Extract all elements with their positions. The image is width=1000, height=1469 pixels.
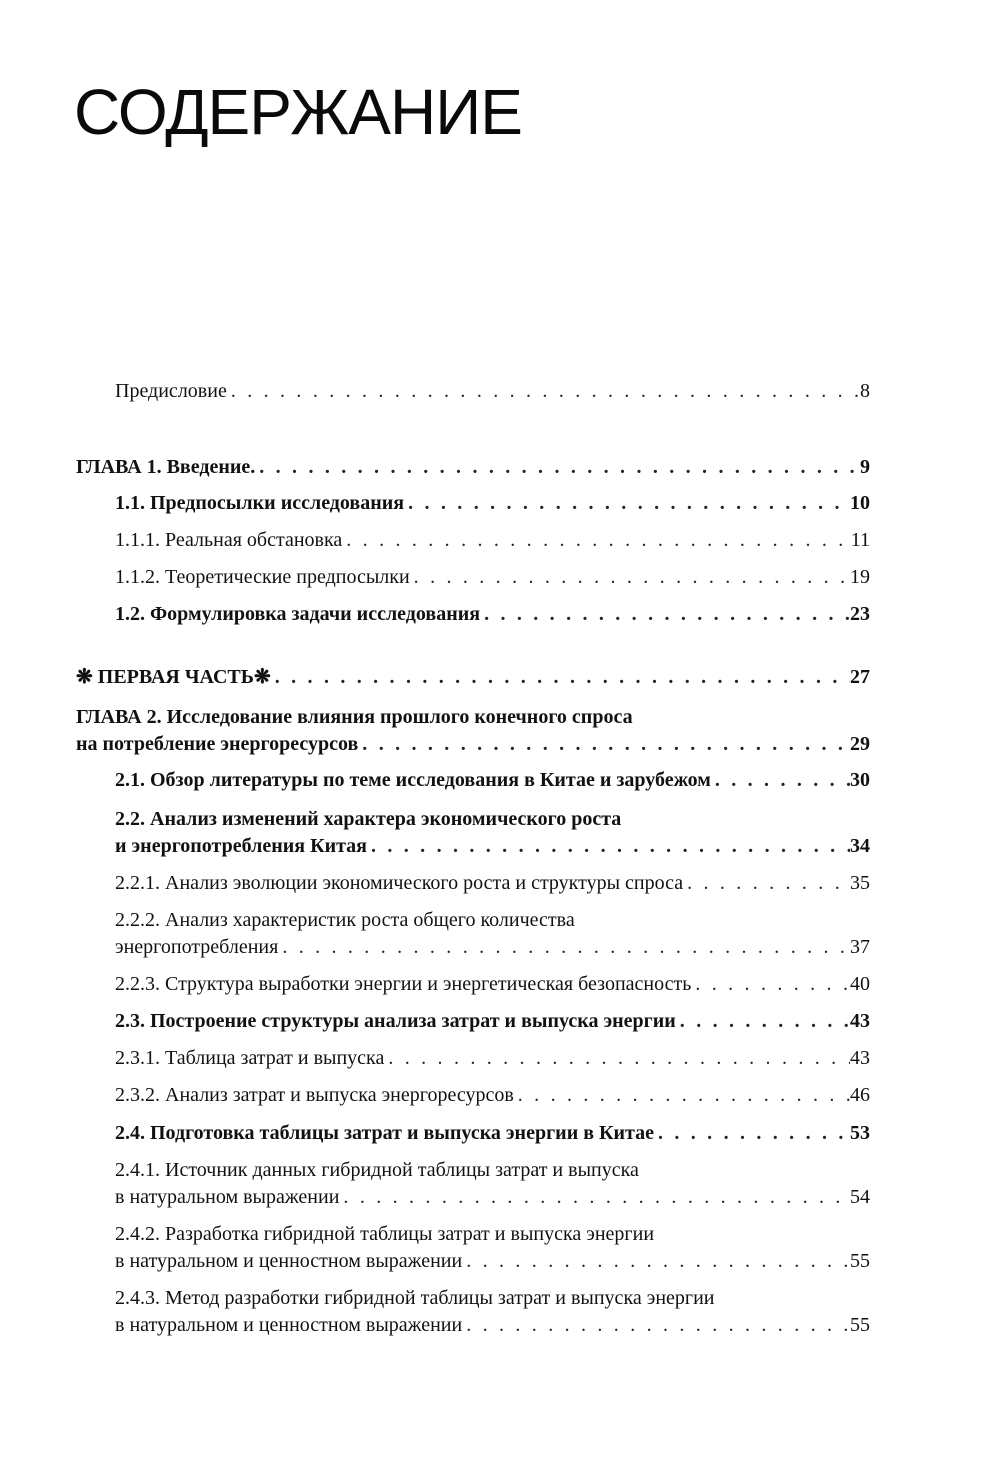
dot-leader: [358, 731, 850, 758]
toc-label-line-2: на потребление энергоресурсов: [76, 733, 359, 755]
toc-page-number: 43: [850, 1010, 870, 1032]
dot-leader: [367, 833, 850, 860]
dot-leader: [271, 664, 850, 691]
toc-label-line-1: 2.4.3. Метод разработки гибридной таблицы затрат и выпуска энергии: [115, 1287, 715, 1309]
toc-entry-section-2-2-1[interactable]: [115, 870, 870, 897]
dot-leader: [342, 527, 850, 554]
dot-leader: [410, 564, 850, 591]
toc-label: 1.1. Предпосылки исследования: [115, 492, 405, 514]
toc-label: 2.3. Построение структуры анализа затрат и выпуска энергии: [115, 1010, 676, 1032]
toc-entry-section-2-3-1[interactable]: [115, 1045, 870, 1072]
toc-label: ГЛАВА 1. Введение.: [76, 456, 256, 478]
dot-leader: [339, 1184, 850, 1211]
toc-page-number: 11: [850, 529, 870, 551]
toc-label-line-1: 2.4.2. Разработка гибридной таблицы затрат и выпуска энергии: [115, 1223, 655, 1245]
dot-leader: [462, 1312, 850, 1339]
toc-page-number: 34: [850, 835, 870, 857]
toc-page-number: 30: [850, 769, 870, 791]
toc-page-number: 43: [850, 1047, 870, 1069]
toc-label: [76, 664, 271, 691]
toc-entry-section-2-4-2[interactable]: [115, 1221, 870, 1275]
toc-label-line-1: 2.2.2. Анализ характеристик роста общего количества: [115, 909, 575, 931]
toc-entry-section-2-1[interactable]: [115, 767, 870, 794]
dot-leader: [691, 971, 850, 998]
dot-leader: [683, 870, 850, 897]
dot-leader: [278, 934, 850, 961]
toc-label: 2.4. Подготовка таблицы затрат и выпуска энергии в Китае: [115, 1122, 654, 1144]
toc-page-number: 46: [850, 1084, 870, 1106]
toc-label: 1.1.1. Реальная обстановка: [115, 529, 343, 551]
dot-leader: [384, 1045, 850, 1072]
toc-page-number: 35: [850, 872, 870, 894]
toc-entry-section-2-4-1[interactable]: [115, 1157, 870, 1211]
toc-label-line-2: и энергопотребления Китая: [115, 835, 367, 857]
toc-entry-section-2-4-3[interactable]: [115, 1285, 870, 1339]
toc-label-line-2: энергопотребления: [115, 936, 279, 958]
toc-page-number: 8: [860, 380, 870, 402]
toc-page-number: 37: [850, 936, 870, 958]
toc-label: 2.2.1. Анализ эволюции экономического роста и структуры спроса: [115, 872, 684, 894]
toc-entry-section-1-1-1[interactable]: [115, 527, 870, 554]
dot-leader: [462, 1248, 850, 1275]
toc-entry-section-2-4[interactable]: [115, 1120, 870, 1147]
toc-label: 1.2. Формулировка задачи исследования: [115, 603, 481, 625]
toc-label: Предисловие: [115, 380, 227, 402]
dot-leader: [676, 1008, 850, 1035]
asterisk-ornament-icon: ❋: [76, 666, 93, 688]
toc-entry-part-1[interactable]: [76, 664, 870, 691]
toc-entry-section-2-2-3[interactable]: [115, 971, 870, 998]
toc-page-number: 27: [850, 666, 870, 688]
toc-label-line-1: 2.2. Анализ изменений характера экономического роста: [115, 808, 622, 830]
toc-label-line-2: в натуральном и ценностном выражении: [115, 1314, 463, 1336]
toc-entry-section-1-1[interactable]: [115, 490, 870, 517]
toc-label: 1.1.2. Теоретические предпосылки: [115, 566, 410, 588]
toc-label-line-1: 2.4.1. Источник данных гибридной таблицы затрат и выпуска: [115, 1159, 639, 1181]
asterisk-ornament-icon: ❋: [253, 666, 271, 688]
dot-leader: [654, 1120, 850, 1147]
toc-label-line-2: в натуральном и ценностном выражении: [115, 1250, 463, 1272]
toc-page-number: 10: [850, 492, 870, 514]
toc-label: 2.3.2. Анализ затрат и выпуска энергоресурсов: [115, 1084, 514, 1106]
toc-page-number: 55: [850, 1314, 870, 1336]
dot-leader: [227, 378, 860, 405]
toc-entry-section-2-2-2[interactable]: [115, 907, 870, 961]
dot-leader: [480, 601, 850, 628]
toc-entry-section-1-1-2[interactable]: [115, 564, 870, 591]
toc-entry-section-2-2[interactable]: [115, 806, 870, 860]
toc-label: 2.2.3. Структура выработки энергии и энергетическая безопасность: [115, 973, 692, 995]
toc-page-number: 55: [850, 1250, 870, 1272]
toc-page-number: 40: [850, 973, 870, 995]
toc-entry-section-2-3-2[interactable]: [115, 1082, 870, 1109]
dot-leader: [255, 454, 860, 481]
toc-page-number: 23: [850, 603, 870, 625]
toc-page-number: 29: [850, 733, 870, 755]
toc-page-number: 53: [850, 1122, 870, 1144]
dot-leader: [404, 490, 850, 517]
toc-entry-chapter-1[interactable]: [76, 454, 870, 481]
toc-label: 2.1. Обзор литературы по теме исследования в Китае и зарубежом: [115, 769, 711, 791]
part-title: ПЕРВАЯ ЧАСТЬ: [97, 666, 254, 688]
toc-entry-preface[interactable]: [115, 378, 870, 405]
toc-label-line-1: ГЛАВА 2. Исследование влияния прошлого конечного спроса: [76, 706, 633, 728]
toc-entry-chapter-2[interactable]: [76, 704, 870, 758]
toc-page-number: 54: [850, 1186, 870, 1208]
dot-leader: [514, 1082, 850, 1109]
toc-entry-section-1-2[interactable]: [115, 601, 870, 628]
toc-entry-section-2-3[interactable]: [115, 1008, 870, 1035]
toc-page-number: 9: [860, 456, 870, 478]
page-title: СОДЕРЖАНИЕ: [74, 76, 522, 148]
toc-label-line-2: в натуральном выражении: [115, 1186, 340, 1208]
toc-page-number: 19: [850, 566, 870, 588]
toc-label: 2.3.1. Таблица затрат и выпуска: [115, 1047, 385, 1069]
dot-leader: [711, 767, 850, 794]
